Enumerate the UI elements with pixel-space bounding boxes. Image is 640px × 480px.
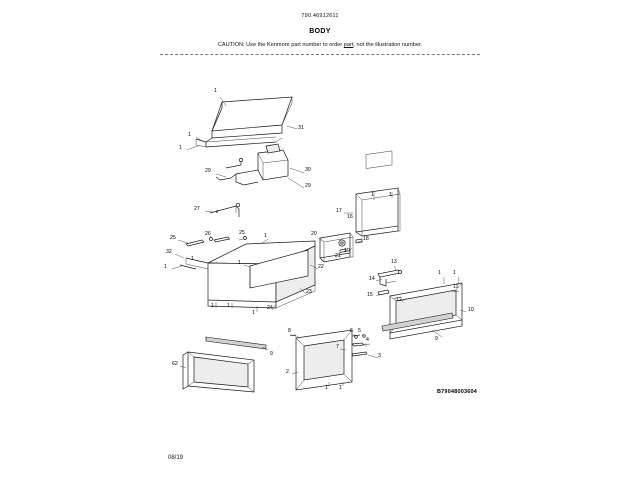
callout-number: 29: [305, 183, 311, 189]
callout-number: 21: [335, 253, 341, 259]
callout-number: 7: [336, 344, 339, 350]
callout-number: 31: [298, 125, 304, 131]
callout-number: 62: [172, 361, 178, 367]
part-latch-assembly: [210, 144, 288, 217]
callout-number: 9: [270, 351, 273, 357]
callout-number: 24: [267, 305, 273, 311]
part-door-frame: [290, 330, 370, 390]
part-top-panel: [196, 97, 292, 147]
callout-number: 6: [350, 328, 353, 334]
callout-number: 1: [179, 145, 182, 151]
callout-number: 10: [468, 307, 474, 313]
callout-number: 26: [205, 231, 211, 237]
part-control-housing: [356, 151, 400, 236]
callout-number: 22: [318, 264, 324, 270]
callout-number: 3: [378, 353, 381, 359]
callout-number: 25: [170, 235, 176, 241]
callout-number: 1: [211, 303, 214, 309]
part-main-cabinet: [180, 237, 315, 309]
callout-number: 14: [369, 276, 375, 282]
callout-number: 1: [371, 192, 374, 198]
document-number: 790.46912611: [301, 13, 339, 19]
callout-number: 1: [438, 270, 441, 276]
callout-number: 1: [389, 192, 392, 198]
callout-number: 25: [239, 230, 245, 236]
callout-number: 29: [205, 168, 211, 174]
callout-number: 30: [305, 167, 311, 173]
page-footer: 08/19: [168, 455, 184, 461]
callout-number: 18: [363, 236, 369, 242]
part-left-door-panel: [183, 337, 266, 392]
callout-number: 8: [288, 328, 291, 334]
callout-number: 20: [311, 231, 317, 237]
caution-text-before: CAUTION: Use the Kenmore part number to order: [217, 42, 344, 48]
callout-number: 1: [227, 303, 230, 309]
caution-text-underlined: part: [343, 42, 354, 48]
callout-number: 32: [166, 249, 172, 255]
callout-number: 9: [435, 336, 438, 342]
illustration-code: B79048003604: [437, 389, 478, 395]
callout-number: 1: [264, 233, 267, 239]
callout-number: 1: [191, 256, 194, 262]
callout-number: 5: [358, 328, 361, 334]
caution-text-after: , not the illustration number.: [353, 42, 423, 48]
callout-number: 16: [347, 214, 353, 220]
part-control-block: [320, 233, 362, 262]
callout-number: 1: [214, 88, 217, 94]
callout-number: 1: [453, 270, 456, 276]
callout-number: 1: [325, 385, 328, 391]
callout-number: 1: [238, 260, 241, 266]
callout-number: 12: [396, 297, 402, 303]
callout-number: 13: [391, 259, 397, 265]
callout-number: 11: [453, 284, 459, 290]
leader-lines-latch: [205, 168, 304, 212]
callout-number: 4: [366, 337, 369, 343]
callout-number: 15: [367, 292, 373, 298]
callout-number: 19: [344, 248, 350, 254]
callout-number: 1: [188, 132, 191, 138]
callout-number: 17: [336, 208, 342, 214]
callout-number: 1: [252, 310, 255, 316]
callout-number: 1: [164, 264, 167, 270]
page-title: BODY: [309, 28, 331, 35]
callout-number: 1: [339, 385, 342, 391]
callout-number: 23: [306, 289, 312, 295]
callout-number: 27: [194, 206, 200, 212]
part-right-door-panel: [378, 270, 462, 339]
callout-number: 2: [286, 369, 289, 375]
